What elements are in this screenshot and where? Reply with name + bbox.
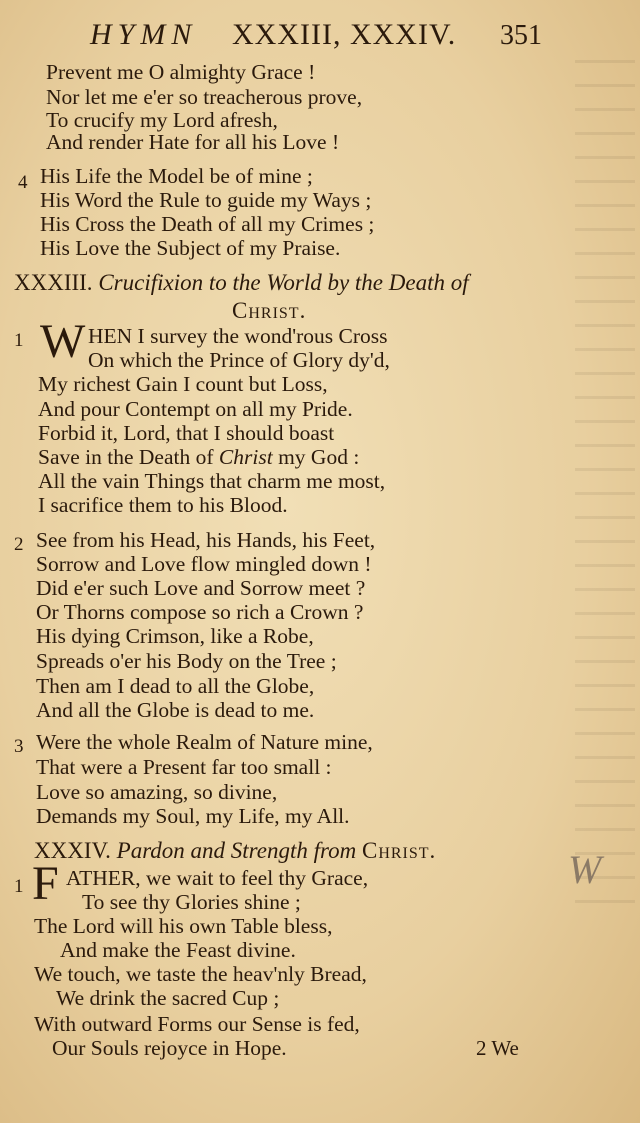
verse-line: My richest Gain I count but Loss,	[38, 372, 328, 396]
christ-italic: Christ	[218, 445, 273, 469]
hymn-34-heading	[34, 838, 436, 864]
hymn-33-title: Crucifixion to the World by the Death of	[98, 270, 469, 295]
verse-line: And pour Contempt on all my Pride.	[38, 397, 353, 421]
verse-line: His Life the Model be of mine ;	[40, 164, 313, 188]
verse-line: His dying Crimson, like a Robe,	[36, 624, 314, 648]
verse-line: His Love the Subject of my Praise.	[40, 236, 341, 260]
verse-line: Love so amazing, so divine,	[36, 780, 278, 804]
verse-line: His Word the Rule to guide my Ways ;	[40, 188, 372, 212]
verse-line: Spreads o'er his Body on the Tree ;	[36, 649, 337, 673]
verse-line: And make the Feast divine.	[60, 938, 296, 962]
verse-line: Did e'er such Love and Sorrow meet ?	[36, 576, 366, 600]
hymn-33-heading	[14, 270, 469, 296]
verse-line: I sacrifice them to his Blood.	[38, 493, 288, 517]
verse-line: Were the whole Realm of Nature mine,	[36, 730, 373, 754]
hymn-33-title-end: Christ.	[232, 298, 307, 323]
verse-line: We drink the sacred Cup ;	[56, 986, 280, 1010]
verse-line	[38, 445, 359, 469]
header-hymn-numbers: XXXIII, XXXIV.	[232, 18, 457, 51]
verse-number: 2	[14, 534, 24, 555]
verse-line: Then am I dead to all the Globe,	[36, 674, 315, 698]
verse-line: Demands my Soul, my Life, my All.	[36, 804, 350, 828]
hymn-34-numeral: XXXIV.	[34, 838, 111, 863]
hymn-33-numeral: XXXIII.	[14, 270, 93, 295]
margin-handwritten-mark: W	[568, 847, 602, 892]
verse-line: Our Souls rejoyce in Hope.	[52, 1036, 287, 1060]
verse-text: Save in the Death of	[38, 445, 219, 469]
verse-number: 4	[18, 172, 28, 193]
verse-line: To crucify my Lord afresh,	[46, 108, 278, 132]
verse-line: Or Thorns compose so rich a Crown ?	[36, 600, 364, 624]
verse-number: 1	[14, 330, 24, 351]
verse-line: That were a Present far too small :	[36, 755, 332, 779]
verse-line: And render Hate for all his Love !	[46, 130, 340, 154]
verse-number: 1	[14, 876, 24, 897]
catchword: 2 We	[476, 1036, 519, 1060]
verse-line: And all the Globe is dead to me.	[36, 698, 315, 722]
verse-line: Nor let me e'er so treacherous prove,	[46, 85, 363, 109]
hymn-34-title: Pardon and Strength from	[116, 838, 357, 863]
verse-text: my God :	[272, 445, 360, 469]
verse-line: All the vain Things that charm me most,	[38, 469, 386, 493]
verse-line: On which the Prince of Glory dy'd,	[88, 348, 390, 372]
header-title: HYMN	[90, 18, 198, 51]
drop-cap: F	[32, 857, 59, 910]
verse-line: We touch, we taste the heav'nly Bread,	[34, 962, 367, 986]
verse-line: To see thy Glories shine ;	[82, 890, 301, 914]
verse-number: 3	[14, 736, 24, 757]
bleed-through-texture	[575, 60, 635, 910]
verse-line: HEN I survey the wond'rous Cross	[88, 324, 388, 348]
verse-line: ATHER, we wait to feel thy Grace,	[66, 866, 369, 890]
verse-line: Prevent me O almighty Grace !	[46, 60, 316, 84]
verse-line: Forbid it, Lord, that I should boast	[38, 421, 335, 445]
page-number: 351	[500, 20, 542, 51]
hymn-34-title-end: Christ.	[361, 838, 437, 863]
verse-line: With outward Forms our Sense is fed,	[34, 1012, 360, 1036]
verse-line: The Lord will his own Table bless,	[34, 914, 333, 938]
verse-line: His Cross the Death of all my Crimes ;	[40, 212, 375, 236]
drop-cap: W	[40, 315, 86, 368]
verse-line: Sorrow and Love flow mingled down !	[36, 552, 372, 576]
verse-line: See from his Head, his Hands, his Feet,	[36, 528, 376, 552]
running-header	[0, 14, 640, 54]
